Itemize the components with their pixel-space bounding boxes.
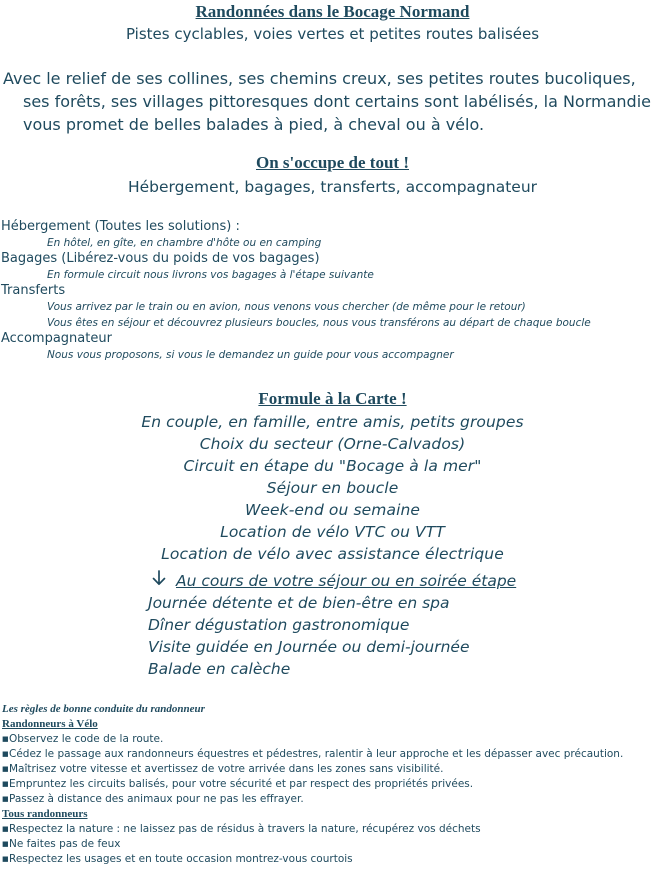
rule-item: ■Cédez le passage aux randonneurs équestres et pédestres, ralentir à leur approche et les dépasser avec précaution. <box>2 748 624 760</box>
service-detail: En formule circuit nous livrons vos bagages à l'étape suivante <box>47 269 374 281</box>
service-detail: Vous êtes en séjour et découvrez plusieurs boucles, nous vous transférons au départ de chaque boucle <box>47 317 591 329</box>
formule-title: Formule à la Carte ! <box>258 389 407 408</box>
arrow-down-icon <box>152 570 170 592</box>
services-list <box>0 219 665 363</box>
square-bullet-icon: ■ <box>2 750 9 758</box>
rule-item: ■Respectez les usages et en toute occasion montrez-vous courtois <box>2 853 353 865</box>
rule-item: ■Respectez la nature : ne laissez pas de résidus à travers la nature, récupérez vos déchets <box>2 823 481 835</box>
extra-item: Journée détente et de bien-être en spa <box>148 594 450 612</box>
page-subtitle: Pistes cyclables, voies vertes et petites routes balisées <box>125 25 540 43</box>
service-label-bagages: Bagages (Libérez-vous du poids de vos bagages) <box>1 251 320 266</box>
rules-title: Les règles de bonne conduite du randonneur <box>2 703 205 715</box>
service-label-transferts: Transferts <box>1 283 66 298</box>
service-label-hebergement: Hébergement (Toutes les solutions) : <box>1 219 240 234</box>
square-bullet-icon: ■ <box>2 840 9 848</box>
services-header <box>0 153 665 198</box>
intro-paragraph: Avec le relief de ses collines, ses chemins creux, ses petites routes bucoliques, ses forêts, ses villages pittoresques dont certains sont labélisés, la Normandie vous promet de belles balades à pied, à cheval ou à vélo. <box>3 69 651 134</box>
square-bullet-icon: ■ <box>2 735 9 743</box>
page-title: Randonnées dans le Bocage Normand <box>195 2 470 21</box>
extras-title: Au cours de votre séjour ou en soirée étape <box>176 572 517 590</box>
offer-item: En couple, en famille, entre amis, petits groupes <box>141 413 524 431</box>
rule-item: ■Observez le code de la route. <box>2 733 164 745</box>
rule-item: ■Passez à distance des animaux pour ne pas les effrayer. <box>2 793 304 805</box>
rules-group-title-tous: Tous randonneurs <box>2 808 88 820</box>
title-block <box>0 2 665 45</box>
offer-item: Choix du secteur (Orne-Calvados) <box>199 435 466 453</box>
rules-group-title-velo: Randonneurs à Vélo <box>2 718 98 730</box>
services-title: On s'occupe de tout ! <box>256 153 409 172</box>
extra-item: Balade en calèche <box>148 660 291 678</box>
offer-item: Week-end ou semaine <box>244 501 421 519</box>
service-detail: Vous arrivez par le train ou en avion, nous venons vous chercher (de même pour le retour) <box>47 301 526 313</box>
rule-item: ■Empruntez les circuits balisés, pour votre sécurité et par respect des propriétés privées. <box>2 778 474 790</box>
extras-header <box>152 570 665 592</box>
service-detail: En hôtel, en gîte, en chambre d'hôte ou en camping <box>47 237 322 249</box>
square-bullet-icon: ■ <box>2 795 9 803</box>
service-label-accompagnateur: Accompagnateur <box>1 331 112 346</box>
service-detail: Nous vous proposons, si vous le demandez un guide pour vous accompagner <box>47 349 454 361</box>
square-bullet-icon: ■ <box>2 780 9 788</box>
offer-item: Séjour en boucle <box>266 479 399 497</box>
rule-item: ■Ne faites pas de feux <box>2 838 121 850</box>
offers-list <box>0 411 665 565</box>
offer-item: Location de vélo avec assistance électrique <box>161 545 504 563</box>
square-bullet-icon: ■ <box>2 825 9 833</box>
rules-section <box>0 702 665 867</box>
square-bullet-icon: ■ <box>2 765 9 773</box>
extra-item: Dîner dégustation gastronomique <box>148 616 410 634</box>
services-subtitle: Hébergement, bagages, transferts, accompagnateur <box>127 178 538 196</box>
rule-item: ■Maîtrisez votre vitesse et avertissez de votre arrivée dans les zones sans visibilité. <box>2 763 444 775</box>
extra-item: Visite guidée en Journée ou demi-journée <box>148 638 470 656</box>
formule-section <box>0 389 665 565</box>
offer-item: Circuit en étape du "Bocage à la mer" <box>183 457 482 475</box>
offer-item: Location de vélo VTC ou VTT <box>220 523 445 541</box>
extras-section <box>0 570 665 680</box>
square-bullet-icon: ■ <box>2 855 9 863</box>
